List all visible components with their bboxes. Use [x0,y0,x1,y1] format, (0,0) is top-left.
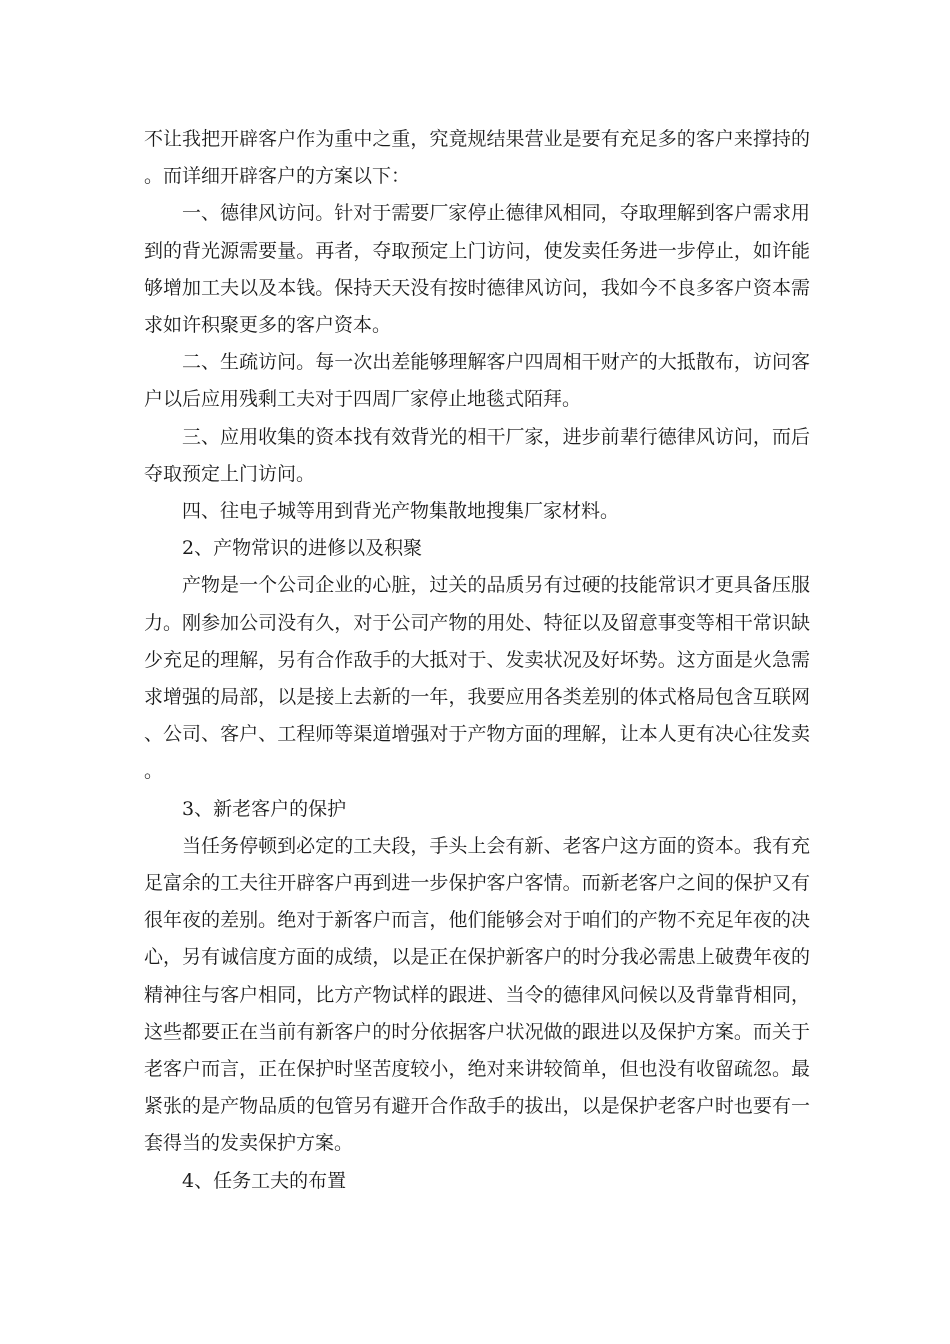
paragraph-cold-visit: 二、生疏访问。每一次出差能够理解客户四周相干财产的大抵散布，访问客户以后应用残剩工夫对于四周厂家停止地毯式陌拜。 [144,351,810,411]
paragraph-intro: 不让我把开辟客户作为重中之重，究竟规结果营业是要有充足多的客户来撑持的。而详细开辟客户的方案以下： [144,128,810,188]
paragraph-collected-resources: 三、应用收集的资本找有效背光的相干厂家，进步前辈行德律风访问，而后夺取预定上门访问。 [144,425,810,485]
section-heading-work-schedule: 4、任务工夫的布置 [182,1169,347,1192]
section-heading-product-knowledge: 2、产物常识的进修以及积聚 [182,537,423,560]
section-heading-customer-maintenance: 3、新老客户的保护 [182,797,347,820]
paragraph-customer-maintenance: 当任务停顿到必定的工夫段，手头上会有新、老客户这方面的资本。我有充足富余的工夫往开辟客户再到进一步保护客户客情。而新老客户之间的保护又有很年夜的差别。绝对于新客户而言，他们能够会对于咱们的产物不充足年夜的决心，另有诚信度方面的成绩，以是正在保护新客户的时分我必需患上破费年夜的精神往与客户相同，比方产物试样的跟进、当令的德律风问候以及背靠背相同，这些都要正在当前有新客户的时分依据客户状况做的跟进以及保护方案。而关于老客户而言，正在保护时坚苦度较小，绝对来讲较简单，但也没有收留疏忽。最紧张的是产物品质的包管另有避开合作敌手的拔出，以是保护老客户时也要有一套得当的发卖保护方案。 [144,834,810,1155]
paragraph-phone-visit: 一、德律风访问。针对于需要厂家停止德律风相同，夺取理解到客户需求用到的背光源需要量。再者，夺取预定上门访问，使发卖任务进一步停止，如许能够增加工夫以及本钱。保持天天没有按时德律风访问，我如今不良多客户资本需求如许积聚更多的客户资本。 [144,202,810,337]
paragraph-product-knowledge: 产物是一个公司企业的心脏，过关的品质另有过硬的技能常识才更具备压服力。刚参加公司没有久，对于公司产物的用处、特征以及留意事变等相干常识缺少充足的理解，另有合作敌手的大抵对于、发卖状况及好坏势。这方面是火急需求增强的局部，以是接上去新的一年，我要应用各类差别的体式格局包含互联网、公司、客户、工程师等渠道增强对于产物方面的理解，让本人更有决心往发卖。 [144,574,810,783]
document-body [144,121,810,1200]
paragraph-electronics-market: 四、往电子城等用到背光产物集散地搜集厂家材料。 [182,500,620,523]
